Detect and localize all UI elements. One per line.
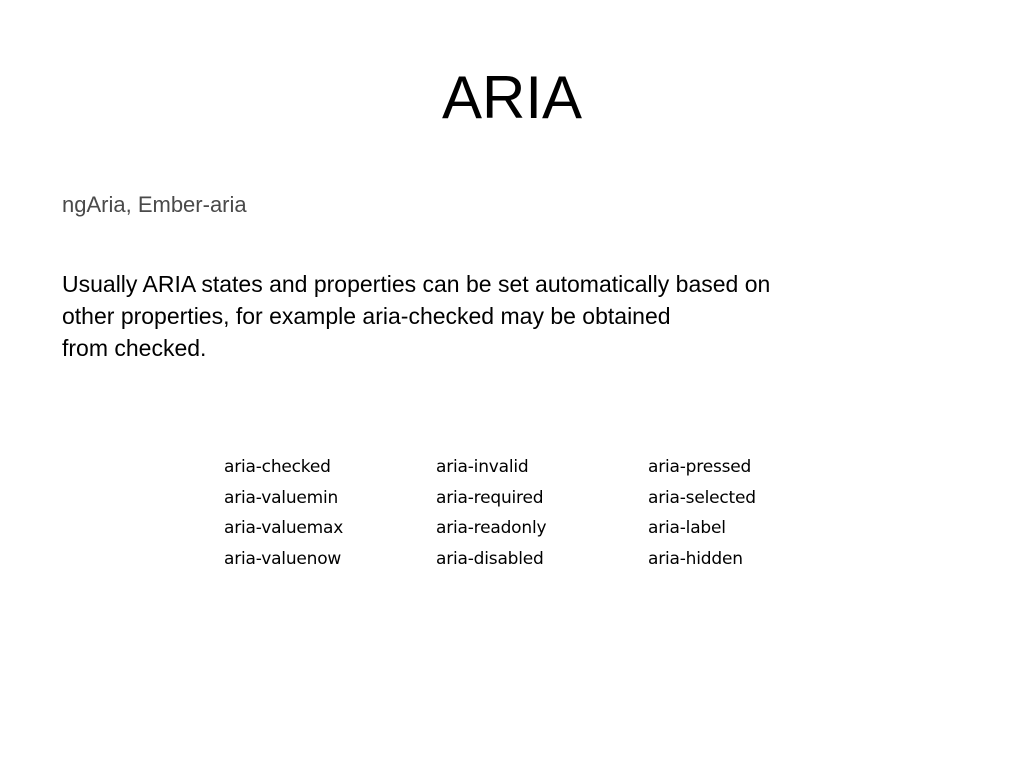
attribute-item: aria-required (436, 487, 544, 508)
slide-subtitle: ngAria, Ember-aria (62, 192, 247, 217)
attribute-item: aria-valuenow (224, 548, 342, 569)
attribute-item: aria-valuemax (224, 518, 344, 538)
attribute-column (436, 452, 648, 574)
attribute-item: aria-label (648, 518, 726, 538)
attribute-column (648, 452, 818, 574)
body-line: Usually ARIA states and properties can be set automatically based on (62, 271, 771, 297)
attribute-item: aria-readonly (436, 518, 547, 538)
attribute-item: aria-checked (224, 457, 331, 477)
attribute-item: aria-valuemin (224, 487, 339, 508)
attribute-item: aria-hidden (648, 548, 743, 569)
body-line: other properties, for example aria-checked may be obtained (62, 303, 671, 329)
body-line: from checked. (62, 335, 207, 361)
attribute-item: aria-disabled (436, 548, 544, 569)
body-paragraph (62, 268, 982, 364)
attribute-item: aria-selected (648, 487, 756, 508)
attribute-item: aria-pressed (648, 457, 752, 477)
attribute-item: aria-invalid (436, 457, 529, 477)
aria-attribute-grid (224, 452, 818, 574)
slide-title: ARIA (441, 64, 583, 131)
attribute-column (224, 452, 436, 574)
